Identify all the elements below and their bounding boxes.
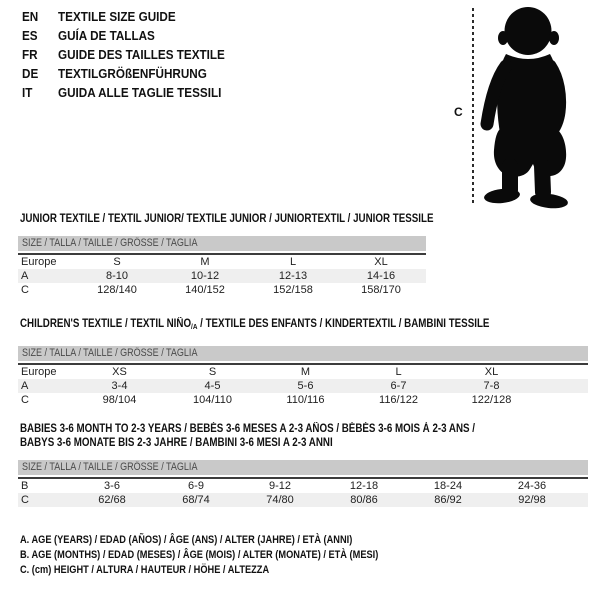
age-cell: 3-4 xyxy=(111,380,128,392)
age-cell: 10-12 xyxy=(190,270,220,282)
months-cell: 9-12 xyxy=(268,480,292,492)
age-cell: 4-5 xyxy=(204,380,221,392)
row-label: C xyxy=(21,284,29,296)
babies-title-line1: BABIES 3-6 MONTH TO 2-3 YEARS / BEBÉS 3-6 MESES A 2-3 AÑOS / BÉBÉS 3-6 MOIS À 2-3 ANS / xyxy=(20,423,476,435)
height-cell: 62/68 xyxy=(98,494,126,506)
table-row-europe xyxy=(18,255,426,269)
age-cell: 14-16 xyxy=(366,270,396,282)
children-size-table xyxy=(18,346,588,407)
language-list xyxy=(22,7,247,102)
months-cell: 24-36 xyxy=(517,480,547,492)
children-section-title xyxy=(20,318,489,334)
row-label: A xyxy=(21,380,29,392)
size-cell: XS xyxy=(112,366,127,378)
junior-table-header xyxy=(18,236,426,251)
size-cell: S xyxy=(208,366,217,378)
height-cell: 116/122 xyxy=(379,394,418,406)
language-label: GUÍA DE TALLAS xyxy=(58,28,155,43)
table-row-age xyxy=(18,269,426,283)
footnote-a: A. AGE (YEARS) / EDAD (AÑOS) / ÂGE (ANS) / ALTER (JAHRE) / ETÀ (ANNI) xyxy=(20,534,353,546)
language-code: IT xyxy=(22,85,33,100)
height-cell: 104/110 xyxy=(193,394,232,406)
age-cell: 6-7 xyxy=(390,380,407,392)
months-cell: 3-6 xyxy=(104,480,120,492)
language-row-es xyxy=(22,26,225,45)
babies-table-header-text: SIZE / TALLA / TAILLE / GRÖSSE / TAGLIA xyxy=(22,461,198,473)
row-label: C xyxy=(21,394,29,406)
children-table-body xyxy=(18,363,588,407)
babies-title-line2: BABYS 3-6 MONATE BIS 2-3 JAHRE / BAMBINI 3-6 MESI A 2-3 ANNI xyxy=(20,436,333,449)
table-row-age xyxy=(18,379,588,393)
language-code: ES xyxy=(22,28,38,43)
language-label: TEXTILGRÖßENFÜHRUNG xyxy=(58,66,207,81)
height-cell: 152/158 xyxy=(273,284,313,296)
age-cell: 5-6 xyxy=(297,380,314,392)
height-cell: 80/86 xyxy=(350,494,378,506)
height-cell: 68/74 xyxy=(182,494,210,506)
age-cell: 12-13 xyxy=(278,270,308,282)
language-row-en xyxy=(22,7,225,26)
babies-table-body xyxy=(18,477,588,507)
table-row-height xyxy=(18,493,588,507)
junior-size-table xyxy=(18,236,426,297)
row-label: A xyxy=(21,270,29,282)
junior-table-header-text: SIZE / TALLA / TAILLE / GRÖSSE / TAGLIA xyxy=(22,237,198,249)
row-label: B xyxy=(21,480,29,492)
babies-section-title xyxy=(20,423,475,450)
table-row-height xyxy=(18,393,588,407)
height-cell: 122/128 xyxy=(471,394,512,406)
language-row-it xyxy=(22,83,225,102)
row-label: Europe xyxy=(21,256,57,268)
size-cell: M xyxy=(200,256,210,268)
age-cell: 8-10 xyxy=(105,270,129,282)
babies-table-header xyxy=(18,460,588,475)
months-cell: 12-18 xyxy=(349,480,379,492)
footnote-c: C. (cm) HEIGHT / ALTURA / HAUTEUR / HÖHE / ALTEZZA xyxy=(20,564,270,576)
height-cell: 110/116 xyxy=(286,394,325,406)
children-table-header xyxy=(18,346,588,361)
language-label: GUIDE DES TAILLES TEXTILE xyxy=(58,47,225,62)
height-cell: 158/170 xyxy=(361,284,401,296)
size-cell: L xyxy=(395,366,402,378)
height-cell: 98/104 xyxy=(102,394,137,406)
children-table-header-text: SIZE / TALLA / TAILLE / GRÖSSE / TAGLIA xyxy=(22,347,198,359)
months-cell: 18-24 xyxy=(433,480,463,492)
months-cell: 6-9 xyxy=(188,480,204,492)
height-measure-label: C xyxy=(454,105,463,119)
footnote-b: B. AGE (MONTHS) / EDAD (MESES) / ÂGE (MOIS) / ALTER (MONATE) / ETÀ (MESI) xyxy=(20,549,379,561)
size-cell: M xyxy=(300,366,311,378)
baby-silhouette xyxy=(470,0,600,212)
height-cell: 86/92 xyxy=(434,494,462,506)
row-label: Europe xyxy=(21,366,57,378)
language-label: GUIDA ALLE TAGLIE TESSILI xyxy=(58,85,222,100)
children-title-post: / TEXTILE DES ENFANTS / KINDERTEXTIL / BAMBINI TESSILE xyxy=(197,318,490,330)
size-cell: XL xyxy=(374,256,388,268)
junior-table-body xyxy=(18,253,426,297)
table-row-months xyxy=(18,479,588,493)
table-row-height xyxy=(18,283,426,297)
language-row-de xyxy=(22,64,225,83)
language-label: TEXTILE SIZE GUIDE xyxy=(58,9,176,24)
children-title-pre: CHILDREN'S TEXTILE / TEXTIL NIÑO xyxy=(20,318,192,330)
language-code: EN xyxy=(22,9,39,24)
table-row-europe xyxy=(18,365,588,379)
junior-section-title: JUNIOR TEXTILE / TEXTIL JUNIOR/ TEXTILE JUNIOR / JUNIORTEXTIL / JUNIOR TESSILE xyxy=(20,213,434,225)
language-row-fr xyxy=(22,45,225,64)
size-cell: S xyxy=(113,256,121,268)
height-cell: 74/80 xyxy=(266,494,294,506)
language-code: DE xyxy=(22,66,39,81)
age-cell: 7-8 xyxy=(483,380,500,392)
legend-footnotes xyxy=(20,533,447,578)
row-label: C xyxy=(21,494,29,506)
height-cell: 92/98 xyxy=(518,494,546,506)
language-code: FR xyxy=(22,47,38,62)
children-title-subscript: /A xyxy=(191,322,198,331)
height-cell: 140/152 xyxy=(185,284,225,296)
height-cell: 128/140 xyxy=(97,284,137,296)
size-cell: L xyxy=(289,256,297,268)
babies-size-table xyxy=(18,460,588,507)
size-cell: XL xyxy=(484,366,499,378)
